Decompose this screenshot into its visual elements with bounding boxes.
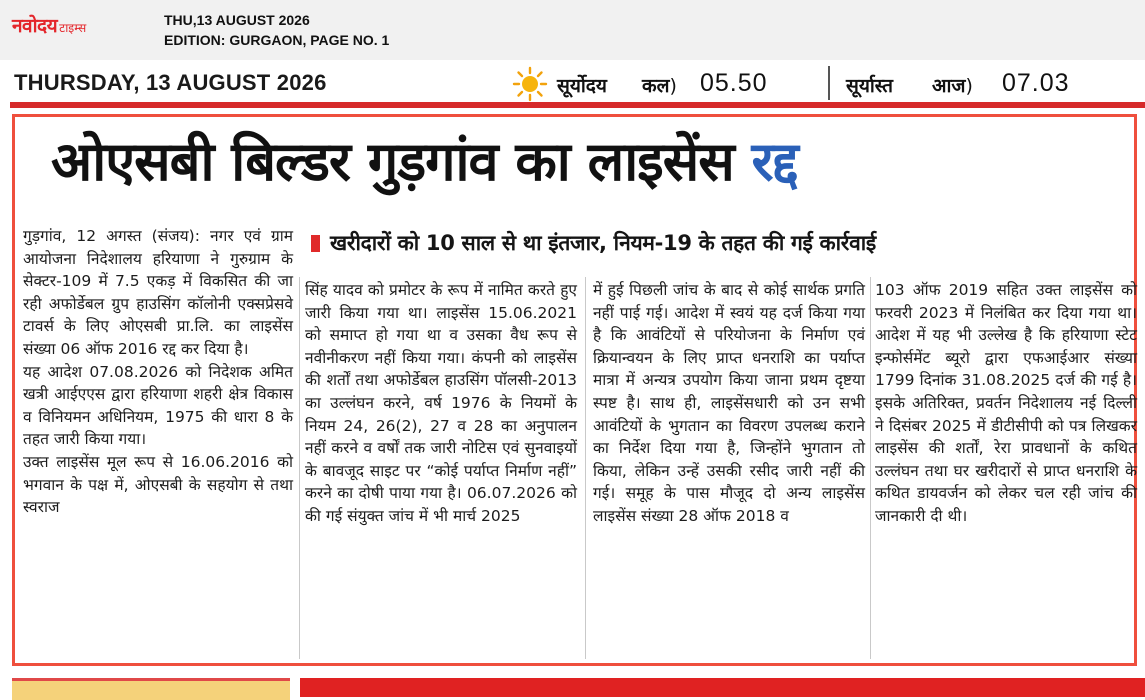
column-divider — [585, 277, 586, 659]
column-divider — [870, 277, 871, 659]
subheadline — [311, 225, 1131, 261]
paragraph: में हुई पिछली जांच के बाद से कोई सार्थक प्रगति नहीं पाई गई। आदेश में स्वयं यह दर्ज किया गया है कि आवंटियों से परियोजना के निर्माण एवं क्रियान्वयन के लिए प्राप्त धनराशि का पर्याप्त मात्रा में अन्यत्र उपयोग किया जाना प्रथम दृष्टया स्पष्ट है। साथ ही, लाइसेंसधारी को उन सभी आवंटियों के भुगतान का विवरण उपलब्ध कराने का निर्देश दिया गया है, जिन्होंने भुगतान तो किया, लेकिन उन्हें उसकी रसीद जारी नहीं की गई। समूह के पास मौजूद दो अन्य लाइसेंस लाइसेंस संख्या 28 ऑफ 2018 व — [593, 281, 865, 525]
article-column-3 — [593, 279, 865, 528]
paragraph: यह आदेश 07.08.2026 को निदेशक अमित खत्री आईएएस द्वारा हरियाणा शहरी क्षेत्र विकास व विनियमन अधिनियम, 1975 की धारा 8 के तहत जारी किया गया। — [23, 362, 293, 449]
edition-meta — [164, 10, 389, 50]
sunrise-label: सूर्योदय — [557, 75, 607, 97]
paragraph: उक्त लाइसेंस मूल रूप से 16.06.2016 को भगवान के पक्ष में, ओएसबी के सहयोग से तथा स्वराज — [23, 452, 293, 517]
article-frame — [12, 114, 1137, 666]
paragraph: गुड़गांव, 12 अगस्त (संजय): नगर एवं ग्राम आयोजना निदेशालय हरियाणा ने गुरुग्राम के सेक्टर-109 में 7.5 एकड़ में विकसित की जा रही अफोर्डेबल ग्रुप हाउसिंग कॉलोनी एक्सप्रेसवे टावर्स के लिए ओएसबी प्रा.लि. का लाइसेंस संख्या 06 ऑफ 2016 रद्द कर दिया है। — [23, 227, 293, 358]
top-meta-bar — [0, 0, 1145, 60]
subheadline-text: खरीदारों को 10 साल से था इंतजार, नियम-19 के तहत की गई कार्रवाई — [330, 231, 876, 255]
red-rule — [10, 102, 1145, 108]
headline-accent: रद्द — [751, 130, 798, 193]
article-column-2 — [305, 279, 577, 528]
sunrise-time: 05.50 — [700, 69, 768, 97]
sunset-time: 07.03 — [1002, 69, 1070, 97]
date-text: THURSDAY, 13 AUGUST 2026 — [14, 70, 327, 95]
sunrise-day-text: कल — [642, 75, 670, 97]
paragraph: सिंह यादव को प्रमोटर के रूप में नामित करते हुए जारी किया गया था। लाइसेंस 15.06.2021 को समाप्त हो गया था व उसका वैध रूप से नवीनीकरण नहीं किया गया। कंपनी को लाइसेंस की शर्तों तथा अफोर्डेबल हाउसिंग पॉलसी-2013 का उल्लंघन करने, वर्ष 1976 के नियमों के नियम 24, 26(2), 27 व 28 का अनुपालन नहीं करने व वर्षों तक जारी नोटिस एवं सुनवाइयों के बावजूद साइट पर “कोई पर्याप्त निर्माण नहीं” करने का दोषी पाया गया है। 06.07.2026 को की गई संयुक्त जांच में भी मार्च 2025 — [305, 281, 577, 525]
headline-main: ओएसबी बिल्डर गुड़गांव का लाइसेंस — [51, 130, 734, 193]
paragraph: 103 ऑफ 2019 सहित उक्त लाइसेंस को फरवरी 2023 में निलंबित कर दिया गया था। आदेश में यह भी उल्लेख है कि हरियाणा स्टेट इन्फोर्समेंट ब्यूरो द्वारा एफआईआर संख्या 1799 दिनांक 31.08.2025 दर्ज की गई है। इसके अतिरिक्त, प्रवर्तन निदेशालय नई दिल्ली ने दिसंबर 2025 में डीटीसीपी को पत्र लिखकर लाइसेंस की शर्तों, रेरा प्रावधानों के कथित उल्लंघन तथा घर खरीदारों से प्राप्त धनराशि के कथित डायवर्जन को लेकर चल रही जांच की जानकारी दी थी। — [875, 281, 1137, 525]
date-strip — [10, 66, 1145, 102]
logo-main-text: नवोदय — [12, 15, 58, 37]
edition-date: THU,13 AUGUST 2026 — [164, 12, 310, 28]
sunset-day-text: आज — [932, 75, 966, 97]
column-divider — [299, 277, 300, 659]
next-article-right — [300, 678, 1145, 697]
sunrise-day — [642, 72, 677, 98]
sunset-label: सूर्यास्त — [846, 75, 894, 97]
edition-page: EDITION: GURGAON, PAGE NO. 1 — [164, 32, 390, 48]
sunset-day — [932, 72, 973, 98]
subheadline-marker — [311, 235, 320, 252]
headline — [51, 129, 1131, 195]
logo-sub-text: टाइम्स — [59, 21, 87, 35]
sunrise-paren: ) — [669, 75, 677, 97]
sun-icon — [510, 66, 550, 102]
sunset-paren: ) — [965, 75, 973, 97]
article-column-1 — [23, 225, 293, 519]
next-article-strip — [0, 670, 1145, 697]
article-column-4 — [875, 279, 1137, 528]
newspaper-logo[interactable] — [12, 12, 86, 38]
strip-divider — [828, 66, 830, 100]
